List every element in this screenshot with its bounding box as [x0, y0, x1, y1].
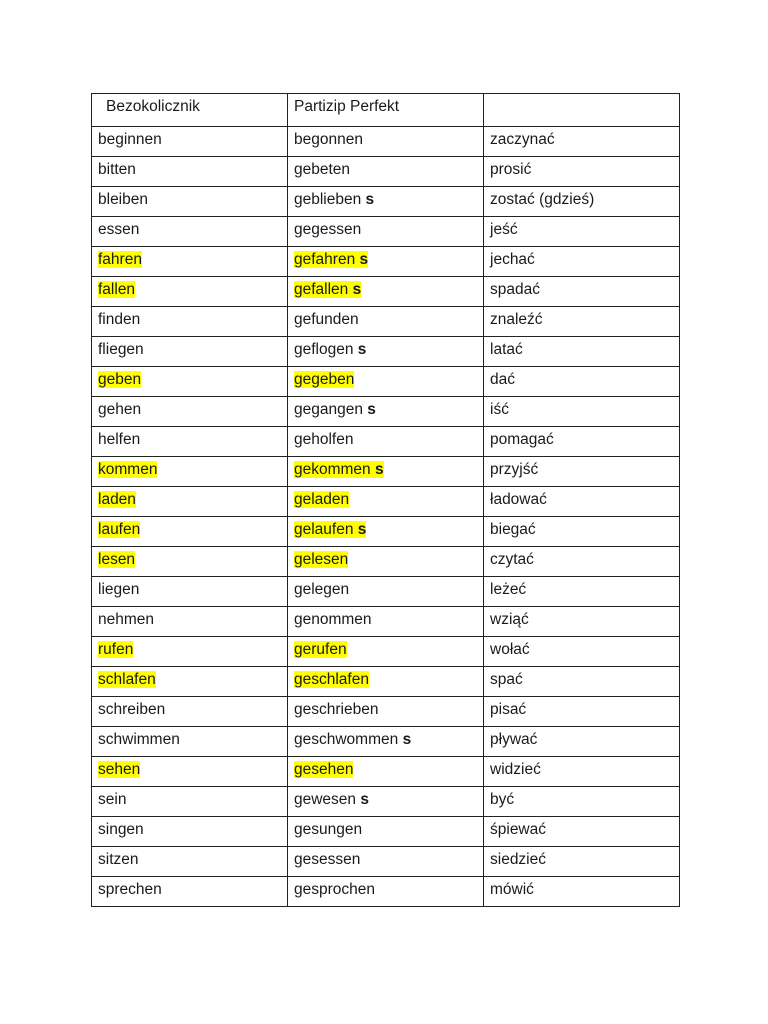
cell-partizip: [288, 217, 484, 247]
infinitive-text: beginnen: [98, 131, 162, 148]
cell-translation: [484, 217, 680, 247]
infinitive-text: schlafen: [98, 671, 156, 688]
partizip-wrap: [294, 821, 362, 838]
infinitive-text: sein: [98, 791, 127, 808]
partizip-text: begonnen: [294, 131, 363, 148]
cell-infinitive: [92, 607, 288, 637]
cell-infinitive: [92, 427, 288, 457]
cell-partizip: [288, 247, 484, 277]
sein-marker: s: [359, 251, 369, 268]
partizip-text: gesungen: [294, 821, 363, 838]
infinitive-text: gehen: [98, 401, 142, 418]
cell-partizip: [288, 817, 484, 847]
translation-text: pływać: [490, 731, 538, 748]
partizip-wrap: [294, 371, 354, 388]
table-row: [92, 427, 680, 457]
table-row: [92, 637, 680, 667]
partizip-text: gekommen: [294, 461, 371, 478]
table-row: [92, 847, 680, 877]
table-row: [92, 187, 680, 217]
cell-translation: [484, 187, 680, 217]
table-row: [92, 697, 680, 727]
table-row: [92, 127, 680, 157]
cell-translation: [484, 247, 680, 277]
partizip-text: genommen: [294, 611, 372, 628]
partizip-wrap: [294, 521, 366, 538]
cell-infinitive: [92, 157, 288, 187]
translation-text: latać: [490, 341, 523, 358]
translation-text: jeść: [490, 221, 518, 238]
table-row: [92, 607, 680, 637]
cell-translation: [484, 157, 680, 187]
infinitive-text: laufen: [98, 521, 141, 538]
table-row: [92, 307, 680, 337]
partizip-wrap: [294, 191, 374, 208]
sein-marker: s: [357, 341, 367, 358]
cell-partizip: [288, 697, 484, 727]
cell-translation: [484, 727, 680, 757]
table-row: [92, 277, 680, 307]
cell-partizip: [288, 637, 484, 667]
cell-infinitive: [92, 307, 288, 337]
cell-partizip: [288, 157, 484, 187]
cell-infinitive: [92, 877, 288, 907]
partizip-text: geschrieben: [294, 701, 379, 718]
cell-partizip: [288, 667, 484, 697]
cell-partizip: [288, 487, 484, 517]
table-row: [92, 577, 680, 607]
infinitive-text: lesen: [98, 551, 136, 568]
cell-translation: [484, 667, 680, 697]
infinitive-text: fahren: [98, 251, 142, 268]
partizip-wrap: [294, 671, 369, 688]
partizip-wrap: [294, 221, 361, 238]
table-row: [92, 217, 680, 247]
translation-text: jechać: [490, 251, 535, 268]
partizip-text: gesehen: [294, 761, 354, 778]
table-row: [92, 337, 680, 367]
cell-translation: [484, 757, 680, 787]
translation-text: biegać: [490, 521, 536, 538]
infinitive-text: liegen: [98, 581, 140, 598]
infinitive-text: essen: [98, 221, 140, 238]
translation-text: pomagać: [490, 431, 554, 448]
cell-translation: [484, 397, 680, 427]
cell-partizip: [288, 577, 484, 607]
table-row: [92, 397, 680, 427]
partizip-text: gefahren: [294, 251, 356, 268]
cell-infinitive: [92, 787, 288, 817]
translation-text: przyjść: [490, 461, 539, 478]
cell-infinitive: [92, 547, 288, 577]
partizip-wrap: [294, 491, 349, 508]
infinitive-text: sitzen: [98, 851, 139, 868]
cell-partizip: [288, 517, 484, 547]
cell-translation: [484, 517, 680, 547]
cell-infinitive: [92, 667, 288, 697]
partizip-wrap: [294, 401, 376, 418]
infinitive-text: rufen: [98, 641, 134, 658]
cell-partizip: [288, 547, 484, 577]
partizip-text: geflogen: [294, 341, 354, 358]
translation-text: wziąć: [490, 611, 529, 628]
cell-infinitive: [92, 847, 288, 877]
translation-text: prosić: [490, 161, 532, 178]
cell-translation: [484, 367, 680, 397]
partizip-text: gerufen: [294, 641, 347, 658]
cell-infinitive: [92, 457, 288, 487]
cell-translation: [484, 547, 680, 577]
partizip-wrap: [294, 851, 360, 868]
cell-translation: [484, 787, 680, 817]
cell-infinitive: [92, 817, 288, 847]
translation-text: wołać: [490, 641, 530, 658]
partizip-text: gefunden: [294, 311, 359, 328]
translation-text: dać: [490, 371, 515, 388]
cell-infinitive: [92, 217, 288, 247]
partizip-wrap: [294, 581, 349, 598]
translation-text: siedzieć: [490, 851, 546, 868]
table-row: [92, 547, 680, 577]
cell-partizip: [288, 307, 484, 337]
infinitive-text: helfen: [98, 431, 141, 448]
cell-infinitive: [92, 397, 288, 427]
partizip-text: gewesen: [294, 791, 357, 808]
partizip-wrap: [294, 431, 353, 448]
cell-partizip: [288, 847, 484, 877]
infinitive-text: bleiben: [98, 191, 148, 208]
cell-partizip: [288, 367, 484, 397]
partizip-wrap: [294, 641, 347, 658]
partizip-wrap: [294, 161, 350, 178]
partizip-wrap: [294, 701, 378, 718]
partizip-wrap: [294, 731, 411, 748]
cell-infinitive: [92, 127, 288, 157]
infinitive-text: nehmen: [98, 611, 155, 628]
cell-partizip: [288, 607, 484, 637]
cell-translation: [484, 427, 680, 457]
partizip-wrap: [294, 251, 368, 268]
cell-infinitive: [92, 277, 288, 307]
cell-translation: [484, 847, 680, 877]
sein-marker: s: [357, 521, 367, 538]
cell-partizip: [288, 337, 484, 367]
cell-infinitive: [92, 337, 288, 367]
cell-partizip: [288, 397, 484, 427]
cell-partizip: [288, 757, 484, 787]
cell-infinitive: [92, 517, 288, 547]
cell-infinitive: [92, 727, 288, 757]
translation-text: czytać: [490, 551, 534, 568]
sein-marker: s: [365, 191, 375, 208]
translation-text: śpiewać: [490, 821, 546, 838]
partizip-wrap: [294, 761, 353, 778]
table-row: [92, 487, 680, 517]
translation-text: iść: [490, 401, 509, 418]
partizip-text: gebeten: [294, 161, 351, 178]
table-row: [92, 247, 680, 277]
cell-translation: [484, 877, 680, 907]
translation-text: spać: [490, 671, 523, 688]
cell-translation: [484, 277, 680, 307]
cell-translation: [484, 457, 680, 487]
cell-partizip: [288, 457, 484, 487]
table-row: [92, 757, 680, 787]
sein-marker: s: [375, 461, 384, 478]
header-infinitive: Bezokolicznik: [92, 94, 288, 127]
table-row: [92, 817, 680, 847]
cell-translation: [484, 337, 680, 367]
translation-text: mówić: [490, 881, 534, 898]
header-translation: [484, 94, 680, 127]
cell-infinitive: [92, 187, 288, 217]
infinitive-text: schwimmen: [98, 731, 180, 748]
infinitive-text: kommen: [98, 461, 158, 478]
infinitive-text: sprechen: [98, 881, 162, 898]
cell-infinitive: [92, 367, 288, 397]
table-header-row: [92, 94, 680, 127]
partizip-text: geladen: [294, 491, 350, 508]
translation-text: zostać (gdzieś): [490, 191, 595, 208]
cell-translation: [484, 697, 680, 727]
partizip-text: gelesen: [294, 551, 349, 568]
infinitive-text: singen: [98, 821, 144, 838]
cell-translation: [484, 607, 680, 637]
translation-text: leżeć: [490, 581, 527, 598]
infinitive-text: bitten: [98, 161, 136, 178]
partizip-text: gelegen: [294, 581, 350, 598]
cell-infinitive: [92, 577, 288, 607]
partizip-text: gegangen: [294, 401, 363, 418]
partizip-text: gesprochen: [294, 881, 376, 898]
translation-text: znaleźć: [490, 311, 543, 328]
partizip-text: geholfen: [294, 431, 354, 448]
translation-text: zaczynać: [490, 131, 555, 148]
cell-partizip: [288, 187, 484, 217]
infinitive-text: laden: [98, 491, 136, 508]
translation-text: być: [490, 791, 515, 808]
partizip-text: gegeben: [294, 371, 355, 388]
table-row: [92, 727, 680, 757]
cell-translation: [484, 487, 680, 517]
sein-marker: s: [352, 281, 362, 298]
cell-partizip: [288, 877, 484, 907]
infinitive-text: schreiben: [98, 701, 166, 718]
cell-translation: [484, 127, 680, 157]
translation-text: widzieć: [490, 761, 541, 778]
cell-translation: [484, 577, 680, 607]
sein-marker: s: [360, 791, 369, 808]
partizip-text: geschwommen: [294, 731, 399, 748]
verb-table: [91, 93, 680, 907]
cell-infinitive: [92, 697, 288, 727]
header-partizip: Partizip Perfekt: [288, 94, 484, 127]
translation-text: pisać: [490, 701, 527, 718]
infinitive-text: geben: [98, 371, 142, 388]
cell-infinitive: [92, 757, 288, 787]
table-row: [92, 667, 680, 697]
table-row: [92, 877, 680, 907]
table-row: [92, 367, 680, 397]
table-row: [92, 157, 680, 187]
translation-text: spadać: [490, 281, 540, 298]
partizip-text: geschlafen: [294, 671, 369, 688]
cell-partizip: [288, 427, 484, 457]
cell-translation: [484, 307, 680, 337]
cell-partizip: [288, 787, 484, 817]
cell-infinitive: [92, 247, 288, 277]
cell-translation: [484, 637, 680, 667]
verb-rows: [92, 127, 680, 907]
table-row: [92, 787, 680, 817]
partizip-wrap: [294, 131, 363, 148]
table-row: [92, 517, 680, 547]
infinitive-text: sehen: [98, 761, 141, 778]
partizip-text: gefallen: [294, 281, 349, 298]
partizip-text: gesessen: [294, 851, 361, 868]
partizip-text: geblieben: [294, 191, 362, 208]
table-row: [92, 457, 680, 487]
infinitive-text: fliegen: [98, 341, 144, 358]
partizip-wrap: [294, 551, 348, 568]
partizip-wrap: [294, 611, 372, 628]
partizip-wrap: [294, 791, 369, 808]
cell-infinitive: [92, 487, 288, 517]
cell-partizip: [288, 727, 484, 757]
partizip-wrap: [294, 281, 361, 298]
cell-infinitive: [92, 637, 288, 667]
sein-marker: s: [367, 401, 376, 418]
partizip-wrap: [294, 881, 375, 898]
partizip-wrap: [294, 341, 366, 358]
partizip-wrap: [294, 311, 359, 328]
sein-marker: s: [402, 731, 412, 748]
partizip-text: gelaufen: [294, 521, 354, 538]
infinitive-text: finden: [98, 311, 141, 328]
partizip-text: gegessen: [294, 221, 362, 238]
cell-translation: [484, 817, 680, 847]
infinitive-text: fallen: [98, 281, 136, 298]
cell-partizip: [288, 127, 484, 157]
translation-text: ładować: [490, 491, 547, 508]
cell-partizip: [288, 277, 484, 307]
partizip-wrap: [294, 461, 384, 478]
